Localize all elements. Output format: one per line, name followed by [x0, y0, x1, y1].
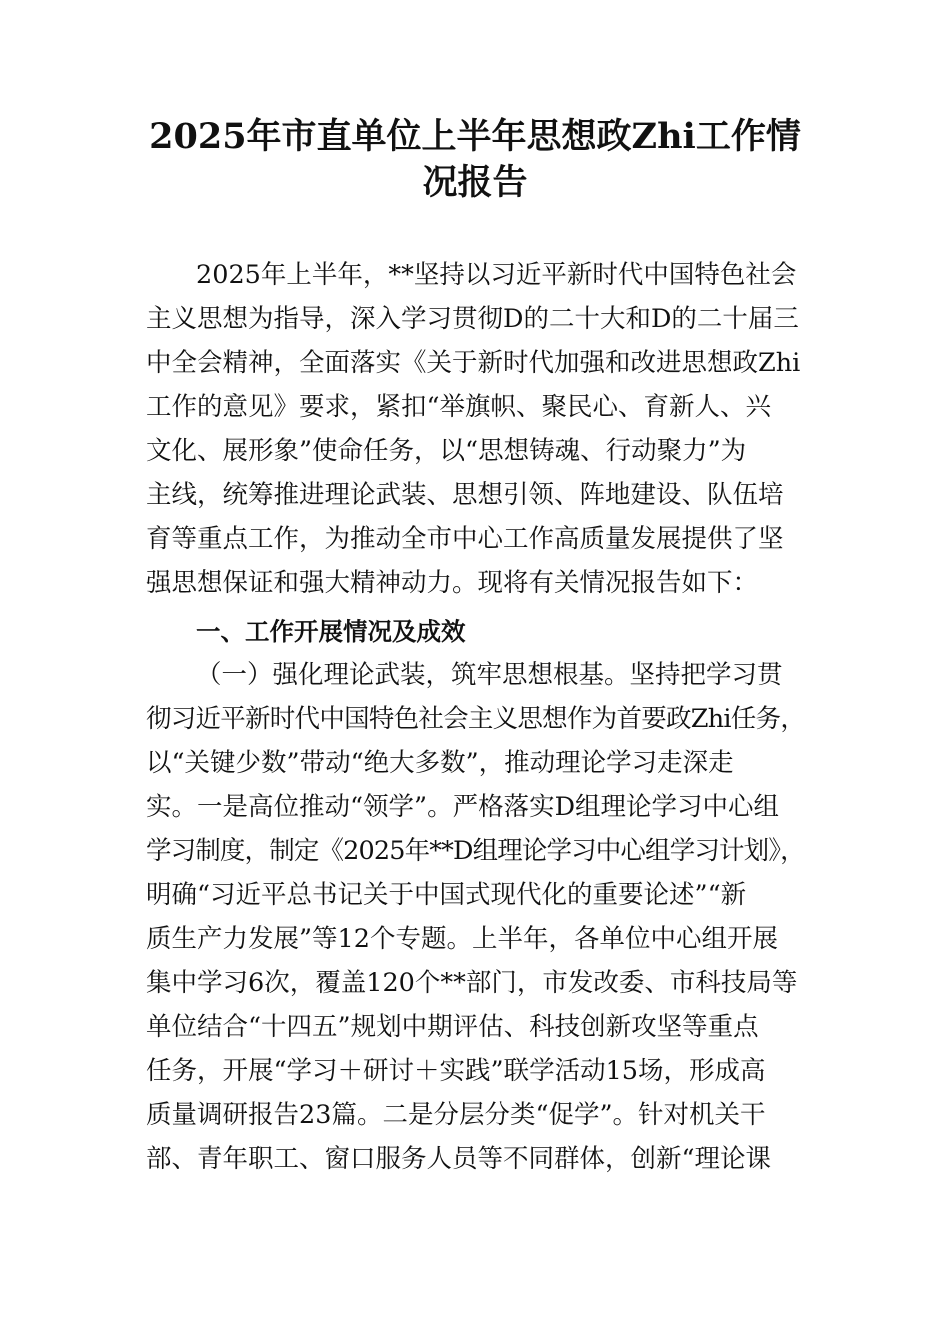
- paragraph-line: 中全会精神，全面落实《关于新时代加强和改进思想政Zhi: [146, 348, 801, 378]
- paragraph-line: 主义思想为指导，深入学习贯彻D的二十大和D的二十届三: [146, 304, 799, 334]
- section-heading: 一、工作开展情况及成效: [196, 617, 466, 646]
- paragraph-line: 文化、展形象”使命任务，以“思想铸魂、行动聚力”为: [146, 436, 747, 466]
- paragraph-line: 质生产力发展”等12个专题。上半年，各单位中心组开展: [146, 924, 778, 954]
- paragraph-line: 集中学习6次，覆盖120个**部门，市发改委、市科技局等: [146, 968, 798, 998]
- paragraph-line: 强思想保证和强大精神动力。现将有关情况报告如下：: [146, 568, 759, 598]
- paragraph-line: 实。一是高位推动“领学”。严格落实D组理论学习中心组: [146, 792, 780, 822]
- document-title-line-1: 2025年市直单位上半年思想政Zhi工作情: [149, 116, 801, 157]
- paragraph-line: 育等重点工作，为推动全市中心工作高质量发展提供了坚: [146, 524, 784, 554]
- paragraph-line: 任务，开展“学习＋研讨＋实践”联学活动15场，形成高: [146, 1056, 766, 1086]
- paragraph-line: 学习制度，制定《2025年**D组理论学习中心组学习计划》，: [146, 836, 805, 866]
- paragraph-line: 工作的意见》要求，紧扣“举旗帜、聚民心、育新人、兴: [146, 392, 772, 422]
- paragraph-line: 部、青年职工、窗口服务人员等不同群体，创新“理论课: [146, 1144, 772, 1174]
- document-title-line-2: 况报告: [422, 162, 528, 203]
- paragraph-line: 2025年上半年，**坚持以习近平新时代中国特色社会: [196, 260, 797, 290]
- paragraph-line: 主线，统筹推进理论武装、思想引领、阵地建设、队伍培: [146, 480, 784, 510]
- paragraph-line: 彻习近平新时代中国特色社会主义思想作为首要政Zhi任务，: [146, 704, 806, 734]
- paragraph-line: （一）强化理论武装，筑牢思想根基。坚持把学习贯: [196, 660, 783, 690]
- paragraph-line: 质量调研报告23篇。二是分层分类“促学”。针对机关干: [146, 1100, 766, 1130]
- paragraph-line: 明确“习近平总书记关于中国式现代化的重要论述”“新: [146, 880, 747, 910]
- paragraph-line: 单位结合“十四五”规划中期评估、科技创新攻坚等重点: [146, 1012, 759, 1042]
- paragraph-line: 以“关键少数”带动“绝大多数”，推动理论学习走深走: [146, 748, 734, 778]
